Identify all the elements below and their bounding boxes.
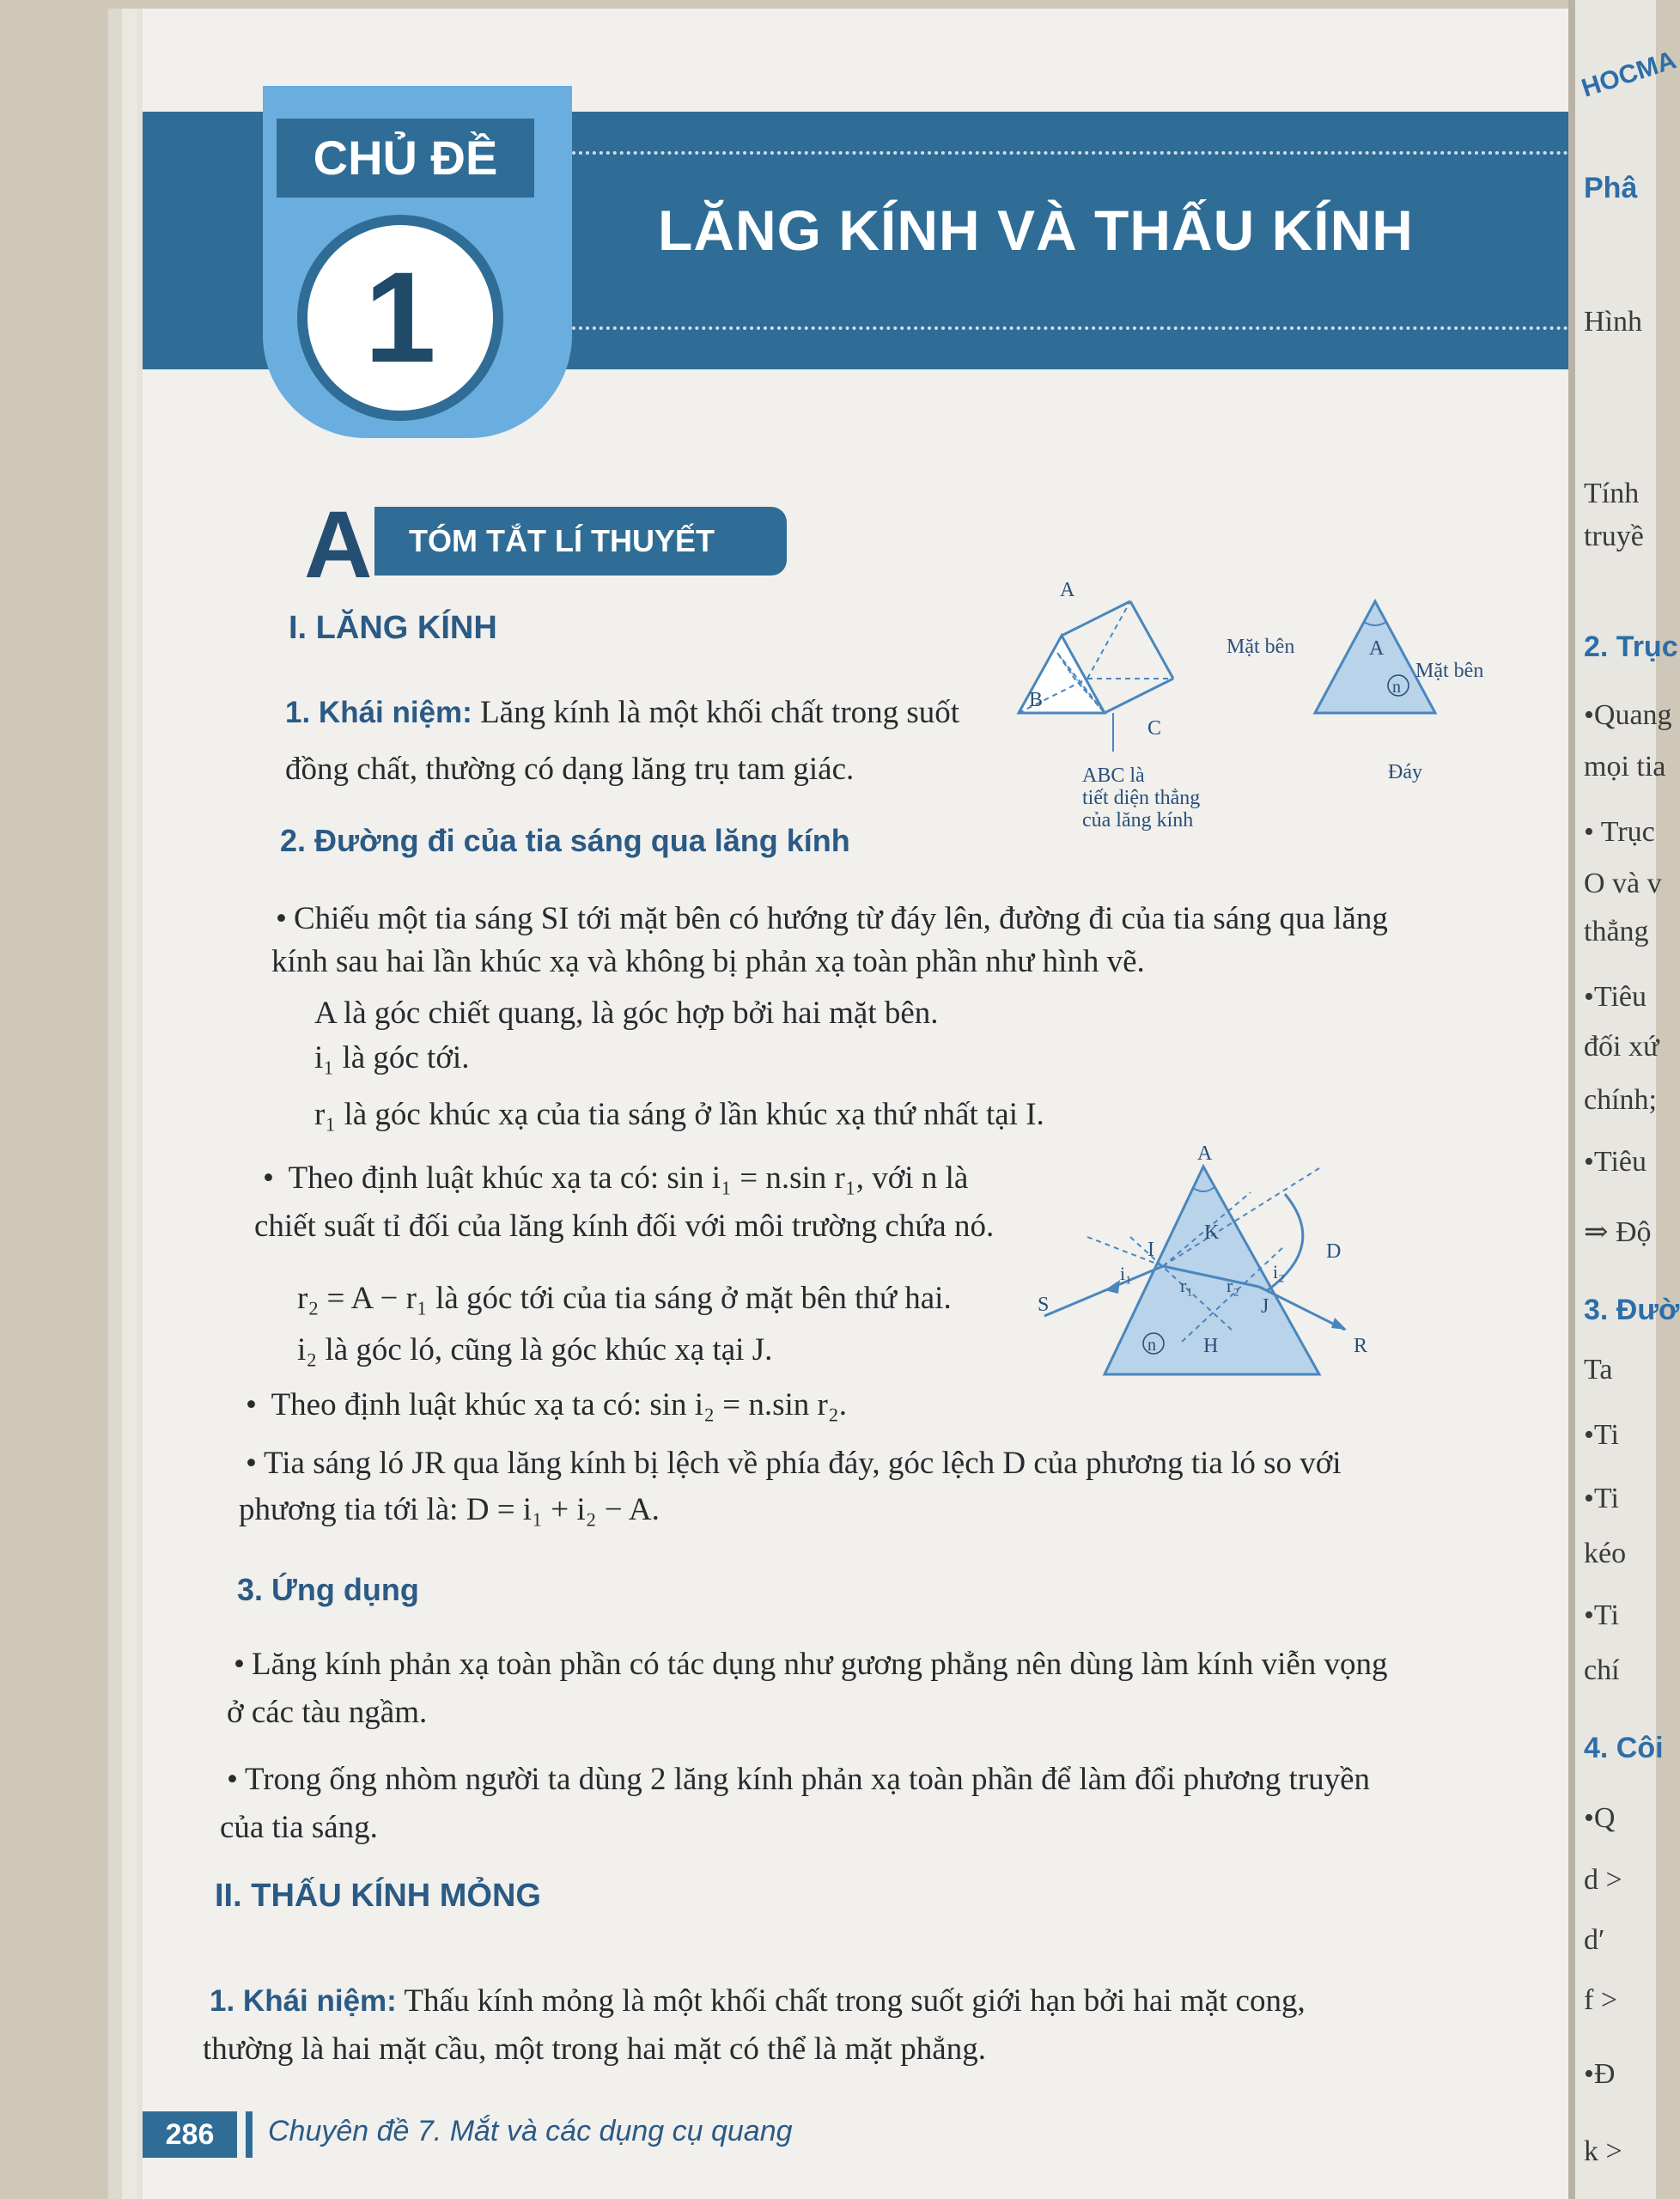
application-1: • Lăng kính phản xạ toàn phần có tác dụng như gương phẳng nên dùng làm kính viễn vọng: [234, 1639, 1388, 1690]
facing-frag: 4. Côi: [1584, 1732, 1664, 1764]
r2-line: [297, 1273, 952, 1325]
fig2-label-a: A: [1197, 1142, 1213, 1165]
i2-line: [297, 1325, 772, 1376]
symbol-i2: i₂: [297, 1332, 318, 1368]
facing-frag: k >: [1584, 2135, 1622, 2167]
line-i1: [314, 1032, 469, 1084]
fig1-caption-1: ABC là: [1082, 764, 1145, 787]
book-page: [137, 9, 1568, 2199]
footer-divider: [246, 2111, 253, 2158]
topic-label: CHỦ ĐỀ: [277, 119, 534, 198]
fig2-label-i: I: [1147, 1239, 1154, 1261]
law1-text: Theo định luật khúc xạ ta có:: [288, 1160, 660, 1196]
deviation-paragraph: • Tia sáng ló JR qua lăng kính bị lệch về phía đáy, góc lệch D của phương tia ló so với: [246, 1438, 1342, 1489]
facing-frag: Phâ: [1584, 172, 1638, 204]
facing-frag: d′: [1584, 1924, 1605, 1956]
law2-paragraph: [246, 1380, 847, 1431]
deviation-formula: D = i₁ + i₂ − A.: [466, 1492, 660, 1527]
fig2-r2: r₂: [1227, 1275, 1239, 1296]
lens-concept-line-2: thường là hai mặt cầu, một trong hai mặt có thể là mặt phẳng.: [203, 2031, 986, 2067]
facing-frag: • Trục: [1584, 816, 1655, 848]
facing-frag: O và v: [1584, 868, 1662, 899]
fig2-label-k: K: [1204, 1221, 1220, 1244]
facing-frag: •Tiêu: [1584, 1146, 1647, 1178]
facing-frag: d >: [1584, 1864, 1622, 1896]
heading-thin-lens: II. THẤU KÍNH MỎNG: [215, 1878, 541, 1914]
concept-paragraph: [285, 687, 959, 739]
line-r1-text: là góc khúc xạ của tia sáng ở lần khúc xạ thứ nhất tại I.: [344, 1097, 1044, 1132]
i2-text: là góc ló, cũng là góc khúc xạ tại J.: [325, 1332, 773, 1368]
facing-frag: truyề: [1584, 521, 1644, 552]
lens-concept-label: 1. Khái niệm:: [210, 1984, 397, 2018]
law1-text-b: với n là: [872, 1160, 969, 1196]
facing-frag: 2. Trục: [1584, 630, 1678, 663]
fig1-caption-2: tiết diện thẳng: [1082, 787, 1201, 809]
concept-text: Lăng kính là một khối chất trong suốt: [480, 695, 960, 730]
lens-concept-paragraph: [210, 1976, 1306, 2027]
facing-frag: ⇒ Độ: [1584, 1216, 1652, 1248]
fig2-n: n: [1147, 1336, 1156, 1355]
facing-brand: HOCMA: [1578, 46, 1680, 103]
concept-text-2: đồng chất, thường có dạng lăng trụ tam giác.: [285, 752, 855, 787]
path-paragraph-1: • Chiếu một tia sáng SI tới mặt bên có hướng từ đáy lên, đường đi của tia sáng qua lăng: [276, 893, 1388, 945]
section-a-letter: A: [304, 492, 373, 598]
facing-frag: •Ti: [1584, 1599, 1619, 1631]
heading-lang-kinh: I. LĂNG KÍNH: [289, 610, 497, 646]
application-2: • Trong ống nhòm người ta dùng 2 lăng kính phản xạ toàn phần để làm đổi phương truyền: [227, 1754, 1370, 1806]
heading-applications: 3. Ứng dụng: [237, 1572, 419, 1607]
facing-frag: Hình: [1584, 306, 1642, 338]
fig1-label-a: A: [1060, 579, 1075, 601]
section-a-label: TÓM TẮT LÍ THUYẾT: [374, 507, 787, 576]
facing-frag: •Q: [1584, 1802, 1616, 1834]
facing-frag: •Ti: [1584, 1419, 1619, 1451]
fig2-label-h: H: [1203, 1335, 1219, 1357]
facing-frag: thẳng: [1584, 916, 1649, 947]
law1-paragraph: [263, 1153, 968, 1204]
fig1-mat-ben-right: Mặt bên: [1415, 660, 1484, 682]
page-number: 286: [143, 2111, 237, 2158]
banner-dots-top: [572, 151, 1568, 155]
symbol-r1: r₁: [314, 1097, 337, 1132]
fig1-day: Đáy: [1388, 761, 1422, 783]
fig1-label-c: C: [1147, 717, 1162, 740]
fig1-label-b: B: [1029, 689, 1044, 711]
concept-label: 1. Khái niệm:: [285, 696, 472, 729]
facing-frag: chính;: [1584, 1084, 1657, 1116]
law2-formula: sin i₂ = n.sin r₂.: [649, 1387, 847, 1422]
fig2-label-j: J: [1261, 1295, 1269, 1318]
fig1-mat-ben-left: Mặt bên: [1227, 636, 1295, 658]
law1-line-2: chiết suất tỉ đối của lăng kính đối với môi trường chứa nó.: [254, 1209, 995, 1244]
facing-frag: 3. Đườ: [1584, 1294, 1680, 1326]
line-a: A là góc chiết quang, là góc hợp bởi hai mặt bên.: [314, 996, 939, 1031]
law2-text: Theo định luật khúc xạ ta có:: [271, 1387, 642, 1422]
facing-frag: kéo: [1584, 1538, 1627, 1569]
path-paragraph-2: kính sau hai lần khúc xạ và không bị phản xạ toàn phần như hình vẽ.: [271, 944, 1145, 979]
facing-frag: •Tiêu: [1584, 981, 1647, 1013]
facing-frag: f >: [1584, 1984, 1617, 2016]
lens-concept-text: Thấu kính mỏng là một khối chất trong suốt giới hạn bởi hai mặt cong,: [404, 1983, 1306, 2019]
facing-frag: đối xứ: [1584, 1031, 1659, 1063]
chapter-title: LĂNG KÍNH VÀ THẤU KÍNH: [658, 198, 1414, 262]
r2-text: là góc tới của tia sáng ở mặt bên thứ hai.: [435, 1281, 952, 1316]
facing-frag: chí: [1584, 1654, 1620, 1686]
facing-page: [1568, 0, 1680, 2199]
heading-light-path: 2. Đường đi của tia sáng qua lăng kính: [280, 823, 850, 858]
law1-formula: sin i₁ = n.sin r₁,: [667, 1160, 864, 1196]
line-r1: [314, 1089, 1044, 1141]
line-i1-text: là góc tới.: [342, 1040, 470, 1075]
fig1-n: n: [1392, 678, 1401, 697]
fig2-i1: i₁: [1120, 1263, 1132, 1284]
fig1-caption-3: của lăng kính: [1082, 809, 1194, 831]
facing-frag: •Quang: [1584, 699, 1672, 731]
fig2-label-r: R: [1354, 1335, 1368, 1357]
fig2-r1: r₁: [1180, 1275, 1193, 1296]
facing-frag: Tính: [1584, 478, 1640, 509]
deviation-text: phương tia tới là:: [239, 1492, 459, 1527]
r2-formula: r₂ = A − r₁: [297, 1281, 428, 1316]
facing-frag: •Đ: [1584, 2058, 1616, 2090]
facing-frag: Ta: [1584, 1354, 1613, 1386]
fig2-i2: i₂: [1273, 1261, 1285, 1282]
footer-chapter: Chuyên đề 7. Mắt và các dụng cụ quang: [268, 2115, 793, 2147]
fig2-label-d: D: [1326, 1240, 1342, 1263]
facing-frag: •Ti: [1584, 1483, 1619, 1514]
figure-prism: [1010, 579, 1491, 842]
deviation-line-2: [239, 1484, 660, 1536]
facing-frag: mọi tia: [1584, 751, 1666, 783]
figure-light-path: [1036, 1142, 1586, 1400]
symbol-i1: i₁: [314, 1040, 335, 1075]
application-2-line-2: của tia sáng.: [220, 1810, 378, 1845]
topic-number: 1: [297, 215, 503, 421]
fig2-label-s: S: [1038, 1294, 1050, 1316]
fig1-apex: A: [1369, 637, 1385, 660]
application-1-line-2: ở các tàu ngầm.: [227, 1695, 428, 1730]
banner-dots-bottom: [572, 326, 1568, 330]
